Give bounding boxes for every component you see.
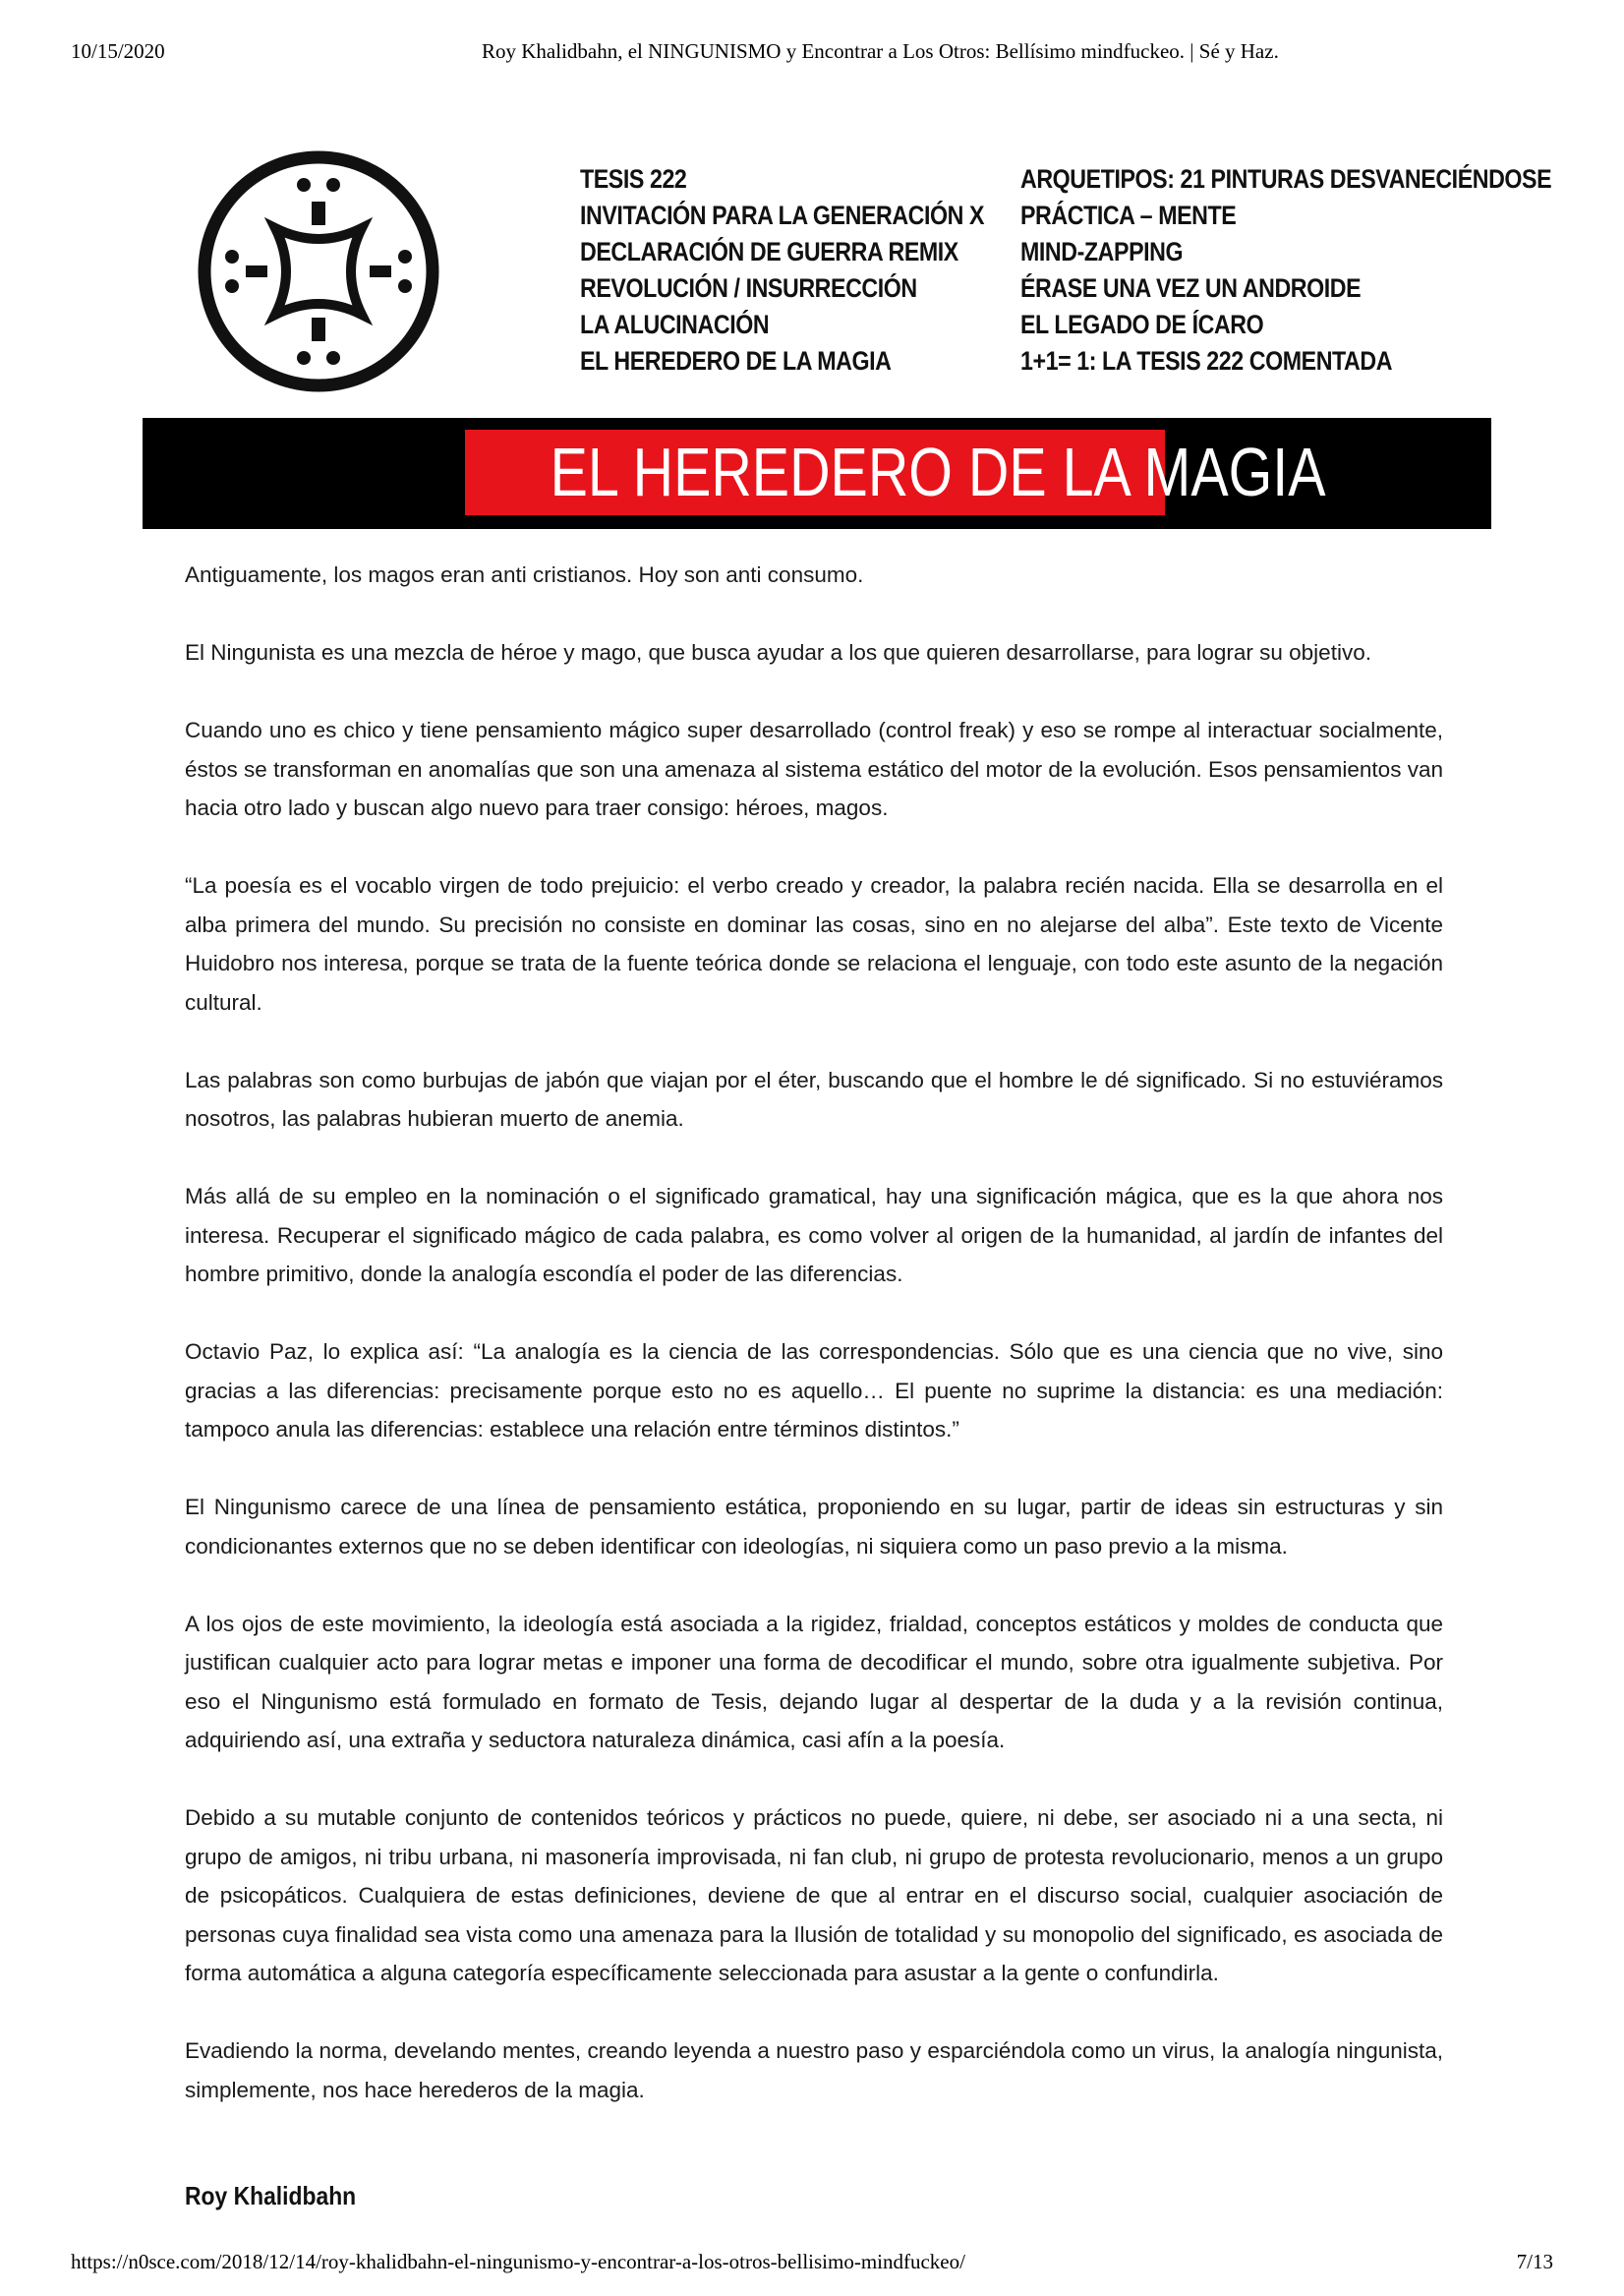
menu-item-alucinacion[interactable]: LA ALUCINACIÓN [580, 310, 770, 339]
print-page-title: Roy Khalidbahn, el NINGUNISMO y Encontrar a Los Otros: Bellísimo mindfuckeo. | Sé y Haz. [482, 39, 1279, 63]
article-body [185, 556, 1443, 2149]
print-date: 10/15/2020 [71, 39, 165, 63]
page-url[interactable]: https://n0sce.com/2018/12/14/roy-khalidbahn-el-ningunismo-y-encontrar-a-los-otros-bellisimo-mindfuckeo/ [71, 2250, 965, 2273]
menu-left-column [580, 161, 984, 380]
banner-title [465, 430, 1326, 515]
ningunismo-emblem-icon [195, 147, 442, 395]
article-paragraph: “La poesía es el vocablo virgen de todo prejuicio: el verbo creado y creador, la palabra recién nacida. Ella se desarrolla en el alba primera del mundo. Su precisión no consiste en dominar las cosas, sino en no alejarse del alba”. Este texto de Vicente Huidobro nos interesa, porque se trata de la fuente teórica donde se relaciona el lenguaje, con todo este asunto de la negación cultural. [185, 873, 1443, 1015]
banner-title-text: EL HEREDERO DE LA MAGIA [550, 434, 1326, 510]
article-author: Roy Khalidbahn [185, 2181, 357, 2210]
menu-item-mind-zapping[interactable]: MIND-ZAPPING [1020, 237, 1184, 266]
menu-item-tesis-comentada[interactable]: 1+1= 1: LA TESIS 222 COMENTADA [1020, 346, 1393, 376]
article-paragraph: Octavio Paz, lo explica así: “La analogía es la ciencia de las correspondencias. Sólo que es una ciencia que no vive, sino gracias a las diferencias: precisamente porque esto no es aquello… El puente no suprime la distancia: es una mediación: tampoco anula las diferencias: establece una relación entre términos distintos.” [185, 1339, 1443, 1442]
article-paragraph: El Ningunista es una mezcla de héroe y mago, que busca ayudar a los que quieren desarrollarse, para lograr su objetivo. [185, 640, 1371, 665]
article-paragraph: Antiguamente, los magos eran anti cristianos. Hoy son anti consumo. [185, 562, 864, 587]
article-paragraph: El Ningunismo carece de una línea de pensamiento estática, proponiendo en su lugar, partir de ideas sin estructuras y sin condicionantes externos que no se deben identificar con ideologías, ni siquiera como un paso previo a la misma. [185, 1495, 1443, 1559]
menu-item-androide[interactable]: ÉRASE UNA VEZ UN ANDROIDE [1020, 273, 1362, 303]
menu-right-column [1020, 161, 1551, 380]
menu-item-revolucion[interactable]: REVOLUCIÓN / INSURRECCIÓN [580, 273, 917, 303]
print-header [71, 39, 1553, 69]
menu-item-icaro[interactable]: EL LEGADO DE ÍCARO [1020, 310, 1264, 339]
article-paragraph: Las palabras son como burbujas de jabón que viajan por el éter, buscando que el hombre le dé significado. Si no estuviéramos nosotros, las palabras hubieran muerto de anemia. [185, 1067, 1443, 1131]
page-number: 7/13 [1516, 2250, 1553, 2273]
print-footer [71, 2250, 1553, 2279]
menu-item-arquetipos[interactable]: ARQUETIPOS: 21 PINTURAS DESVANECIÉNDOSE [1020, 164, 1552, 194]
menu-item-heredero[interactable]: EL HEREDERO DE LA MAGIA [580, 346, 892, 376]
article-paragraph: A los ojos de este movimiento, la ideología está asociada a la rigidez, frialdad, conceptos estáticos y moldes de conducta que justifican cualquier acto para lograr metas e imponer una forma de decodificar el mundo, sobre otra igualmente subjetiva. Por eso el Ningunismo está formulado en formato de Tesis, dejando lugar al despertar de la duda y a la revisión continua, adquiriendo así, una extraña y seductora naturaleza dinámica, casi afín a la poesía. [185, 1611, 1443, 1752]
menu-item-practica-mente[interactable]: PRÁCTICA – MENTE [1020, 201, 1237, 230]
article-paragraph: Más allá de su empleo en la nominación o el significado gramatical, hay una significación mágica, que es la que ahora nos interesa. Recuperar el significado mágico de cada palabra, es como volver al origen de la humanidad, al jardín de infantes del hombre primitivo, donde la analogía escondía el poder de las diferencias. [185, 1184, 1443, 1286]
section-banner [143, 418, 1491, 529]
article-paragraph: Cuando uno es chico y tiene pensamiento mágico super desarrollado (control freak) y eso se rompe al interactuar socialmente, éstos se transforman en anomalías que son una amenaza al sistema estático del motor de la evolución. Esos pensamientos van hacia otro lado y buscan algo nuevo para traer consigo: héroes, magos. [185, 718, 1443, 820]
menu-item-declaracion[interactable]: DECLARACIÓN DE GUERRA REMIX [580, 237, 958, 266]
menu-item-invitacion[interactable]: INVITACIÓN PARA LA GENERACIÓN X [580, 201, 985, 230]
article-paragraph: Evadiendo la norma, develando mentes, creando leyenda a nuestro paso y esparciéndola como un virus, la analogía ningunista, simplemente, nos hace herederos de la magia. [185, 2038, 1443, 2102]
menu-item-tesis-222[interactable]: TESIS 222 [580, 164, 687, 194]
article-paragraph: Debido a su mutable conjunto de contenidos teóricos y prácticos no puede, quiere, ni debe, ser asociado ni a una secta, ni grupo de amigos, ni tribu urbana, ni masonería improvisada, ni fan club, ni grupo de protesta revolucionario, menos a un grupo de psicopáticos. Cualquiera de estas definiciones, deviene de que al entrar en el discurso social, cualquier asociación de personas cuya finalidad sea vista como una amenaza para la Ilusión de totalidad y su monopolio del significado, es asociada de forma automática a alguna categoría específicamente seleccionada para asustar a la gente o confundirla. [185, 1805, 1443, 1985]
